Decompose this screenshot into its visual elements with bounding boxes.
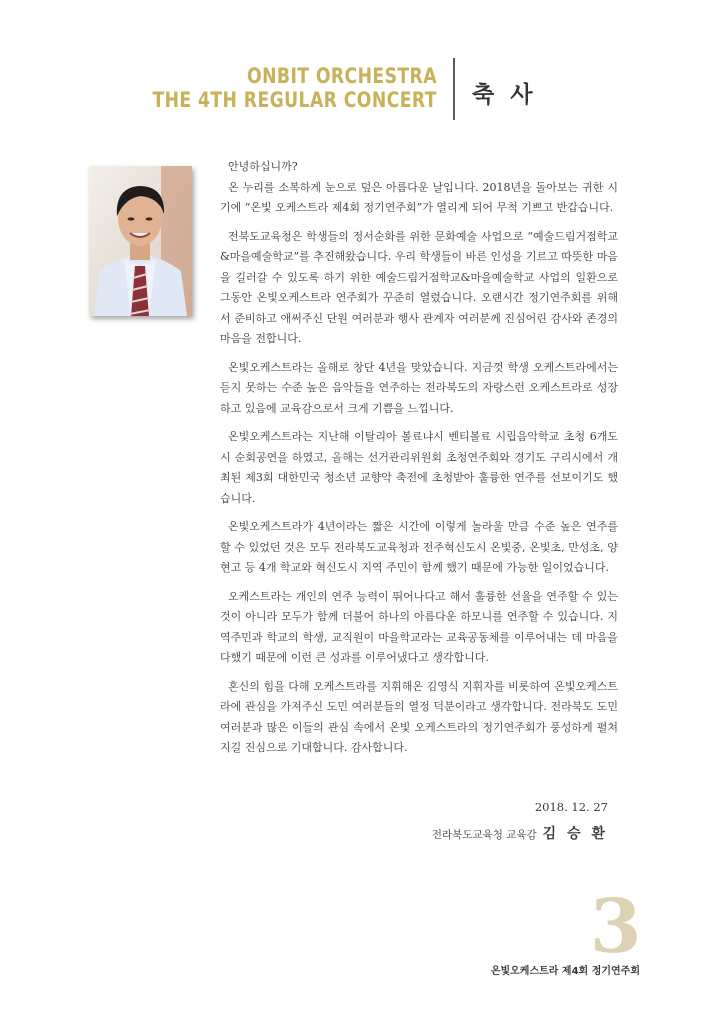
signer-name: 김 승 환 bbox=[542, 826, 608, 842]
letter-date: 2018. 12. 27 bbox=[534, 800, 608, 814]
paragraph: 오케스트라는 개인의 연주 능력이 뛰어나다고 해서 훌륭한 선율을 연주할 수 있는 것이 아니라 모두가 함께 더불어 하나의 아름다운 하모니를 연주할 수 있습니다. 지역주민과 학교의 학생, 교직원이 마을학교라는 교육공동체를 이루어내는 데 마음을 다했기 때문에 이런 큰 성과를 이루어냈다고 생각합니다. bbox=[220, 589, 618, 664]
footer-event-title: 온빛오케스트라 제4회 정기연주회 bbox=[490, 966, 640, 977]
paragraph: 온빛오케스트라는 지난해 이탈리아 볼료냐시 벤티볼료 시립음악학교 초청 6개도시 순회공연을 하였고, 올해는 선거관리위원회 초청연주회와 경기도 구리시에서 개최된 제3회 대한민국 청소년 교향악 축전에 초청받아 훌륭한 연주를 선보이기도 했습니다. bbox=[220, 430, 618, 505]
paragraph: 전북도교육청은 학생들의 정서순화를 위한 문화예술 사업으로 “예술드림거점학교&마을예술학교”를 추진해왔습니다. 우리 학생들이 바른 인성을 기르고 따뜻한 마음을 길러갈 수 있도록 하기 위한 예술드림거점학교&마을예술학교 사업의 일환으로 그동안 온빛오케스트라 연주회가 꾸준히 열렸습니다. 오랜시간 정기연주회를 위해서 준비하고 애써주신 단원 여러분과 행사 관계자 여러분께 진심어린 감사와 존경의 마음을 전합니다. bbox=[220, 229, 618, 345]
signature bbox=[432, 823, 608, 843]
paragraph: 혼신의 힘을 다해 오케스트라를 지휘해온 김영식 지휘자를 비롯하여 온빛오케스트라에 관심을 가져주신 도민 여러분들의 열정 덕분이라고 생각합니다. 전라북도 도민 여러분과 많은 이들의 관심 속에서 온빛 오케스트라의 정기연주회가 풍성하게 펼쳐지길 진심으로 기대합니다. 감사합니다. bbox=[220, 679, 618, 754]
portrait-photo bbox=[89, 166, 192, 316]
concert-title-line2: THE 4TH REGULAR CONCERT bbox=[152, 88, 437, 112]
header-divider bbox=[453, 58, 455, 120]
paragraph: 온 누리를 소복하게 눈으로 덮은 아름다운 날입니다. 2018년을 돌아보는 귀한 시기에 “온빛 오케스트라 제4회 정기연주회”가 열리게 되어 무척 기쁘고 반갑습니다. bbox=[220, 180, 618, 214]
section-title: 축 사 bbox=[472, 82, 537, 108]
portrait-image bbox=[89, 166, 192, 316]
concert-title bbox=[90, 64, 437, 112]
paragraph: 온빛오케스트라가 4년이라는 짧은 시간에 이렇게 놀라울 만큼 수준 높은 연주를 할 수 있었던 것은 모두 전라북도교육청과 전주혁신도시 온빛중, 온빛초, 만성초, 양현고 등 4개 학교와 혁신도시 지역 주민이 함께 했기 때문에 가능한 일이었습니다. bbox=[220, 520, 618, 574]
greeting: 안녕하십니까? bbox=[228, 160, 298, 173]
page-number: 3 bbox=[590, 884, 642, 970]
concert-title-line1: ONBIT ORCHESTRA bbox=[247, 64, 437, 88]
congratulatory-message bbox=[220, 157, 618, 767]
page-header bbox=[0, 58, 710, 128]
signer-position: 전라북도교육청 교육감 bbox=[431, 829, 537, 841]
paragraph: 온빛오케스트라는 올해로 창단 4년을 맞았습니다. 지금껏 학생 오케스트라에서는 듣지 못하는 수준 높은 음악들을 연주하는 전라북도의 자랑스런 오케스트라로 성장하고 있음에 교육감으로서 크게 기쁨을 느낍니다. bbox=[220, 360, 618, 415]
